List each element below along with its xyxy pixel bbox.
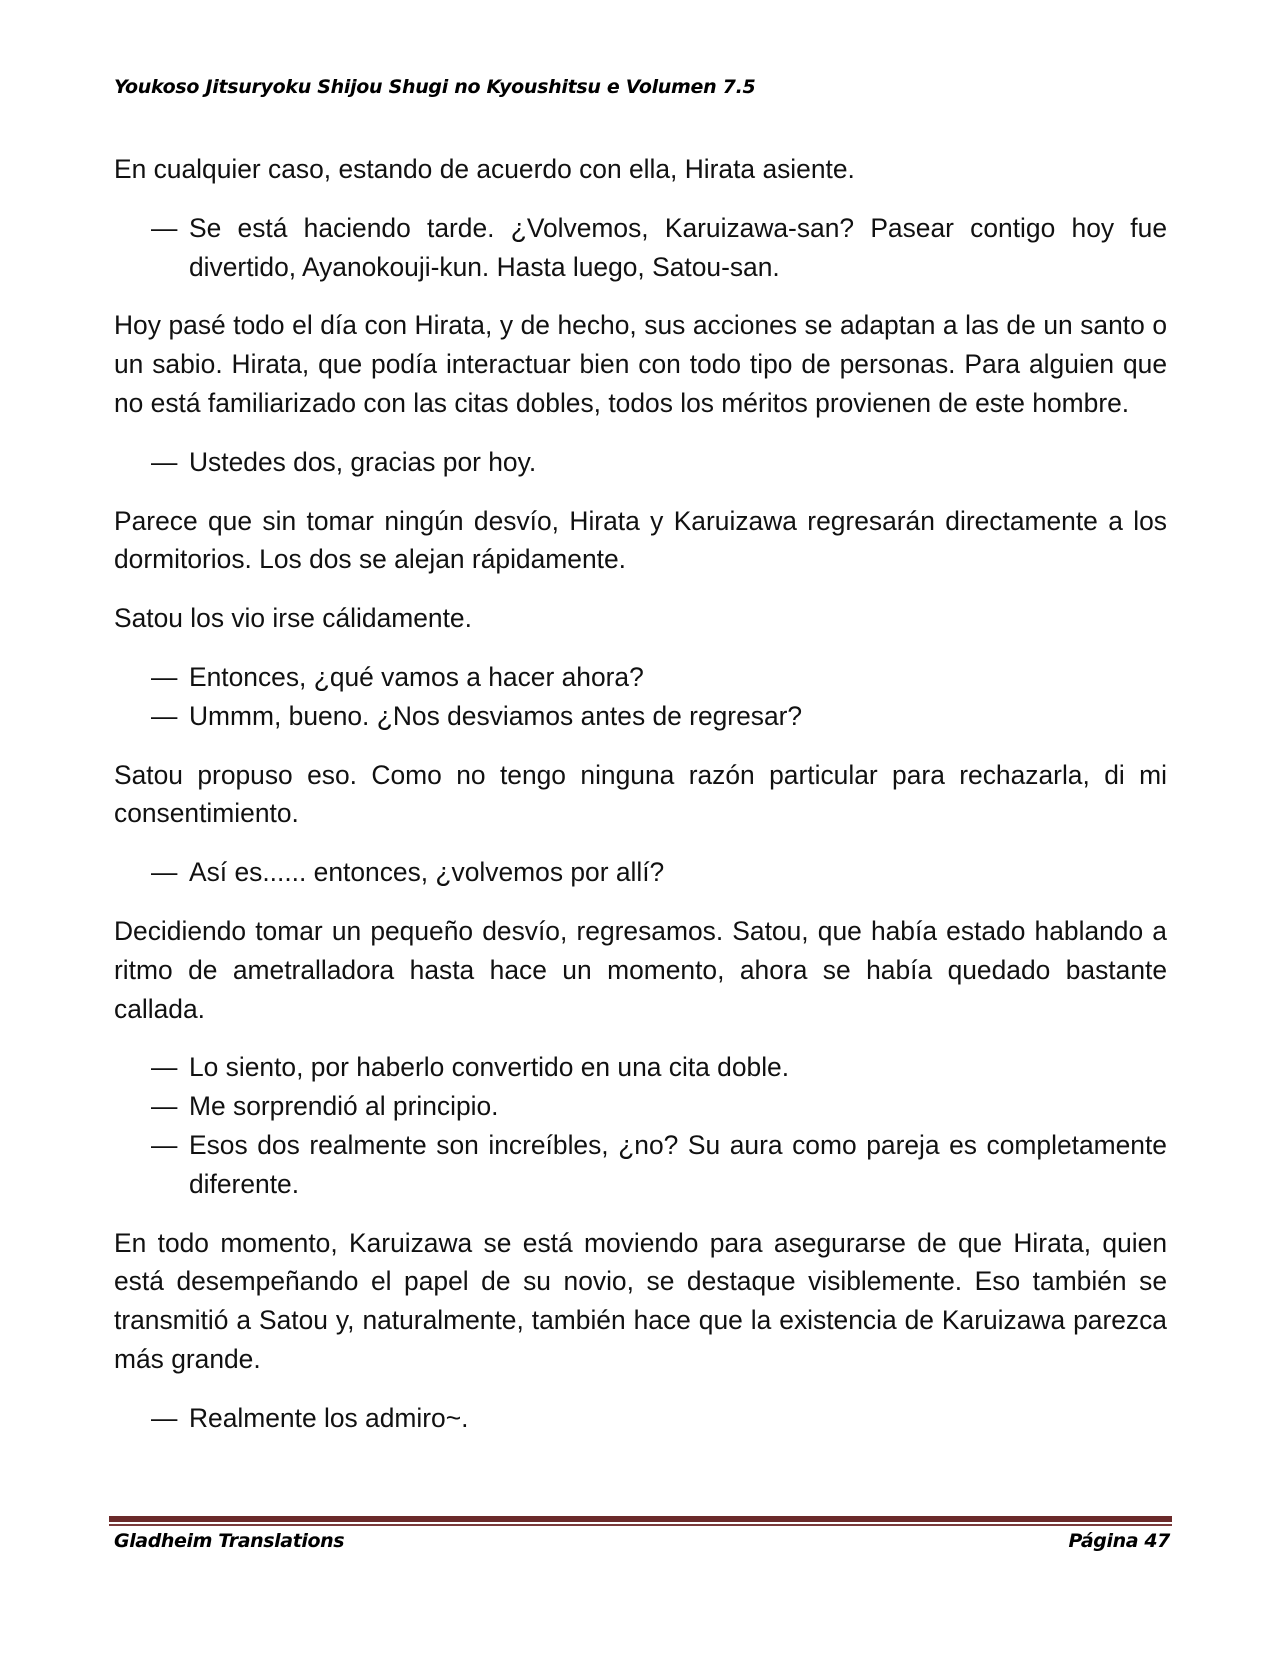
paragraph: Satou los vio irse cálidamente.	[114, 603, 472, 634]
dialogue-group	[114, 853, 1167, 892]
em-dash: —	[151, 661, 178, 692]
dialogue-line: — Esos dos realmente son increíbles, ¿no? Su aura como pareja es completamente diferente.	[114, 1126, 1167, 1204]
running-header: Youkoso Jitsuryoku Shijou Shugi no Kyoushitsu e Volumen 7.5	[114, 76, 756, 98]
paragraph: En todo momento, Karuizawa se está moviendo para asegurarse de que Hirata, quien está desempeñando el papel de su novio, se destaque visiblemente. Eso también se transmitió a Satou y, naturalmente, también hace que la existencia de Karuizawa parezca más grande.	[114, 1227, 1167, 1374]
dialogue-group	[114, 209, 1167, 287]
paragraph: Satou propuso eso. Como no tengo ninguna razón particular para rechazarla, di mi consentimiento.	[114, 759, 1167, 829]
paragraph: Hoy pasé todo el día con Hirata, y de hecho, sus acciones se adaptan a las de un santo o un sabio. Hirata, que podía interactuar bien con todo tipo de personas. Para alguien que no está familiarizado con las citas dobles, todos los méritos provienen de este hombre.	[114, 310, 1167, 418]
dialogue-line: — Lo siento, por haberlo convertido en una cita doble.	[114, 1048, 1167, 1087]
footer-publisher: Gladheim Translations	[114, 1530, 345, 1552]
footer-rule	[109, 1516, 1172, 1526]
em-dash: —	[151, 857, 178, 888]
em-dash: —	[151, 212, 178, 243]
paragraph: Parece que sin tomar ningún desvío, Hirata y Karuizawa regresarán directamente a los dormitorios. Los dos se alejan rápidamente.	[114, 505, 1167, 575]
dialogue-line: — Así es...... entonces, ¿volvemos por allí?	[114, 853, 1167, 892]
em-dash: —	[151, 700, 178, 731]
dialogue-group	[114, 1399, 1167, 1438]
em-dash: —	[151, 446, 178, 477]
dialogue-line: — Ummm, bueno. ¿Nos desviamos antes de regresar?	[114, 697, 1167, 736]
em-dash: —	[151, 1402, 178, 1433]
dialogue-group	[114, 443, 1167, 482]
footer-rule-thin	[109, 1524, 1172, 1526]
dialogue-line: — Ustedes dos, gracias por hoy.	[114, 443, 1167, 482]
dialogue-line: — Se está haciendo tarde. ¿Volvemos, Karuizawa-san? Pasear contigo hoy fue divertido, Ayanokouji-kun. Hasta luego, Satou-san.	[114, 209, 1167, 287]
dialogue-line: — Realmente los admiro~.	[114, 1399, 1167, 1438]
paragraph: En cualquier caso, estando de acuerdo con ella, Hirata asiente.	[114, 154, 855, 184]
dialogue-line: — Entonces, ¿qué vamos a hacer ahora?	[114, 658, 1167, 697]
em-dash: —	[151, 1129, 178, 1160]
em-dash: —	[151, 1052, 178, 1083]
dialogue-group	[114, 658, 1167, 736]
em-dash: —	[151, 1091, 178, 1122]
dialogue-line: — Me sorprendió al principio.	[114, 1087, 1167, 1126]
paragraph: Decidiendo tomar un pequeño desvío, regresamos. Satou, que había estado hablando a ritmo de ametralladora hasta hace un momento, ahora se había quedado bastante callada.	[114, 915, 1167, 1024]
page-number: Página 47	[1068, 1530, 1170, 1552]
dialogue-group	[114, 1048, 1167, 1203]
page-body	[114, 150, 1167, 1458]
